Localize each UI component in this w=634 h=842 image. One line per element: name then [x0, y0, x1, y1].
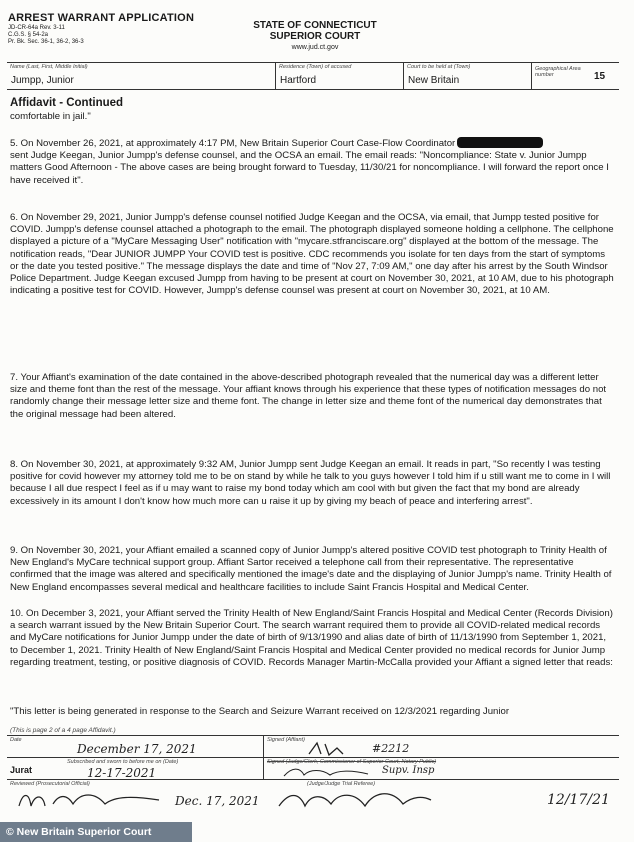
subscribed-label: Subscribed and sworn to before me on (Date) — [67, 759, 179, 765]
reviewed-label: Reviewed (Prosecutorial Official) — [10, 781, 90, 787]
date-value: December 17, 2021 — [77, 742, 197, 756]
court-name: SUPERIOR COURT — [269, 31, 361, 42]
copyright-caption: © New Britain Superior Court — [0, 822, 192, 842]
subscribed-value: 12-17-2021 — [87, 766, 157, 780]
date-row — [7, 735, 619, 758]
paragraph-9: 9. On November 30, 2021, your Affiant emailed a scanned copy of Junior Jumpp's altered positive COVID test photograph to Trinity Health of New England's MyCare technical support group. Affiant Sartor received a telephone call from their representative. The representative confirmed that the image was altered and specifically mentioned the image's date and the displaying of Junior Jumpp's name. Trinity Health of New England encompasses several medical and healthcare facilities to include Saint Francis Hospital and Medical Center. — [10, 545, 612, 593]
clerk-title: Supv. Insp — [382, 765, 435, 776]
statute-1: C.G.S. § 54-2a — [8, 32, 49, 38]
paragraph-5 — [10, 137, 616, 187]
court-header — [230, 20, 400, 53]
residence-cell — [275, 63, 404, 89]
paragraph-11: "This letter is being generated in response to the Search and Seizure Warrant received on 12/3/2021 regarding Junior — [10, 706, 510, 717]
area-cell — [531, 63, 620, 89]
judge-signature — [275, 786, 435, 814]
court-label: Court to be held at (Town) — [407, 64, 471, 70]
reviewed-row — [7, 779, 619, 814]
paragraph-5-line1: 5. On November 26, 2021, at approximately 4:17 PM, New Britain Superior Court Case-Flow Coordinator — [10, 138, 456, 149]
judge-label: (Judge/Judge Trial Referee) — [307, 781, 376, 787]
area-label: Geographical Area number — [535, 66, 581, 78]
redaction-bar — [457, 137, 543, 148]
reviewed-date: Dec. 17, 2021 — [175, 794, 260, 808]
signed-clerk-label: Signed (Judge/Clerk, Commissioner of Superior Court, Notary Public) — [267, 759, 437, 765]
affiant-badge: #2212 — [372, 742, 410, 755]
paragraph-7: 7. Your Affiant's examination of the date contained in the above-described photograph revealed that the numerical day was a different letter size and theme font than the rest of the message. Your affiant knows through his experience that these types of notification messages do not randomly change their message letter size and theme font. The change in letter size and theme font of the numerical day demonstrates that the original message had been altered. — [10, 372, 607, 420]
paragraph-8: 8. On November 30, 2021, at approximately 9:32 AM, Junior Jumpp sent Judge Keegan an email. It reads in part, "So recently I was testing positive for covid however my attorney told me to be on stand by while he talk to you guys however I told him if u still want me to come in I will because I all due respect I feel as if u may want to raise my bond today which am cool with but given the fact that my bond are already excessively in its amount I don't know how much more can u raise it up by giving my beach of peace and interfering arrest". — [10, 459, 611, 507]
statute-2: Pr. Bk. Sec. 36-1, 36-2, 36-3 — [8, 39, 84, 45]
jurat-row — [7, 757, 619, 780]
court-cell — [403, 63, 532, 89]
name-label: Name (Last, First, Middle Initial) — [10, 64, 88, 70]
residence-label: Residence (Town) of accused — [279, 64, 352, 70]
name-cell — [7, 63, 275, 89]
jurat-label: Jurat — [10, 765, 33, 775]
page-note: (This is page 2 of a 4 page Affidavit.) — [10, 727, 116, 734]
prosecutor-signature — [15, 788, 165, 812]
residence-value: Hartford — [280, 75, 317, 86]
paragraph-6: 6. On November 29, 2021, Junior Jumpp's defense counsel notified Judge Keegan and the OCSA, via email, that Jumpp tested positive for COVID. Jumpp's defense counsel attached a photograph to the email. The photograph displayed someone holding a cellphone. The cellphone displayed a picture of a "MyCare Messaging User" notification with "mycare.stfranciscare.org" displayed at the bottom of the message. The notification reads, "Dear JUNIOR JUMPP Your COVID test is positive. CDC recommends you isolate for ten days from the start of symptoms or the date you tested positive." The message displays the date and time of "Nov 27, 7:09 AM," one day after his arrest by the South Windsor Police Department. Judge Keegan excused Jumpp from having to be present at court on November 30, 2021, at 10 AM, due to his photograph indicating a positive test for COVID. However, Jumpp's defense counsel was present at court on November 30, 2021, at 10 AM. — [10, 212, 614, 297]
form-codes — [8, 25, 84, 46]
date-label: Date — [10, 737, 22, 743]
court-value: New Britain — [408, 75, 460, 86]
clerk-signature — [282, 765, 372, 780]
form-title: ARREST WARRANT APPLICATION — [8, 12, 195, 24]
court-url: www.jud.ct.gov — [291, 44, 339, 51]
signed-affiant-label: Signed (Affiant) — [267, 737, 305, 743]
area-value: 15 — [594, 71, 606, 82]
form-code: JD-CR-64a Rev. 3-11 — [8, 25, 65, 31]
affidavit-title: Affidavit - Continued — [10, 97, 124, 109]
case-fields-row — [7, 62, 619, 90]
paragraph-10: 10. On December 3, 2021, your Affiant served the Trinity Health of New England/Saint Francis Hospital and Medical Center (Records Division) a search warrant issued by the New Britain Superior Court. The search warrant required them to provide all COVID-related medical records and MyCare notifications for Junior Jumpp under the date of birth of 9/13/1990 and alias date of birth of 11/13/1990 from September 1, 2021, to December 1, 2021. Trinity Health of New England/Saint Francis Hospital and Medical Center provided no medical records for Junior Jump regarding treatment, testing, or positive diagnosis of COVID. Records Manager Martin-McCalla provided your Affiant a signed letter that reads: — [10, 608, 613, 668]
name-value: Jumpp, Junior — [11, 75, 74, 86]
final-date: 12/17/21 — [547, 792, 610, 808]
affiant-signature — [307, 740, 367, 758]
paragraph-5-rest: sent Judge Keegan, Junior Jumpp's defense counsel, and the OCSA an email. The email reads: "Noncompliance: State v. Junior Jumpp matters Good Afternoon - The above cases are being brought forward to Tuesday, 11/30/21 for noncompliance. I will forward the report once I have received it". — [10, 150, 609, 186]
state-name: STATE OF CONNECTICUT — [253, 20, 377, 31]
affidavit-lead: comfortable in jail." — [10, 111, 91, 122]
